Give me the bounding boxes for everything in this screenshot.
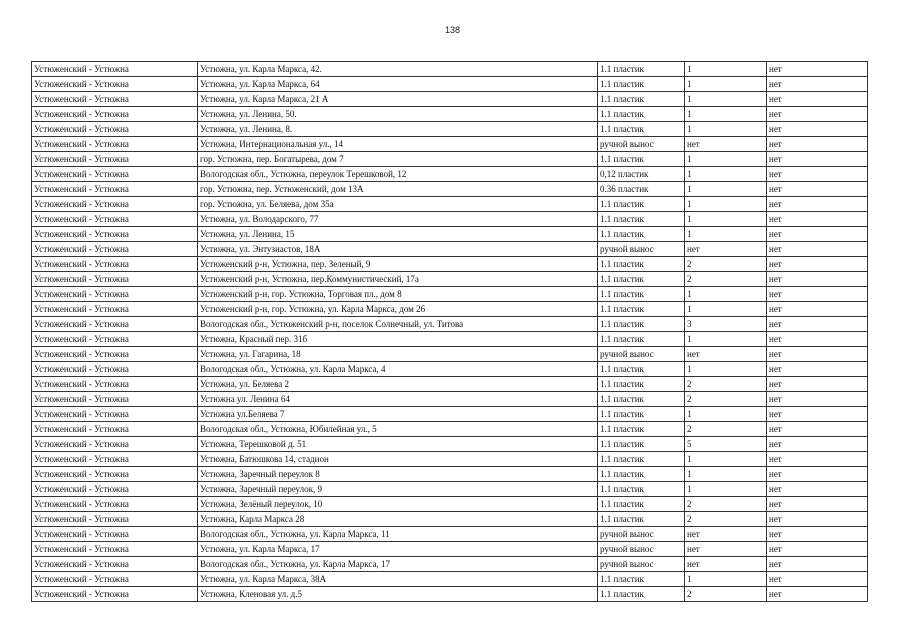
flag-cell: нет (767, 242, 868, 257)
table-row (32, 257, 868, 272)
container-count-cell: 1 (685, 77, 767, 92)
container-count-cell: 2 (685, 257, 767, 272)
page-number: 138 (444, 25, 461, 35)
container-count-cell: 2 (685, 587, 767, 602)
district-cell: Устюженский - Устюжна (32, 302, 198, 317)
container-type-cell: 1.1 пластик (598, 332, 685, 347)
address-cell: Устюжна, ул. Карла Маркса, 38А (198, 572, 598, 587)
table-row (32, 392, 868, 407)
flag-cell: нет (767, 347, 868, 362)
address-cell: Устюжна, Терешковой д. 51 (198, 437, 598, 452)
container-type-cell: 1.1 пластик (598, 437, 685, 452)
flag-cell: нет (767, 317, 868, 332)
address-cell: Устюжна, ул. Карла Маркса, 17 (198, 542, 598, 557)
flag-cell: нет (767, 422, 868, 437)
table-row (32, 182, 868, 197)
container-type-cell: 1.1 пластик (598, 302, 685, 317)
address-cell: Устюжна, Заречный переулок 8 (198, 467, 598, 482)
address-cell: Устюженский р-н, гор. Устюжна, ул. Карла Маркса, дом 26 (198, 302, 598, 317)
table-row (32, 242, 868, 257)
flag-cell: нет (767, 377, 868, 392)
flag-cell: нет (767, 77, 868, 92)
address-cell: Устюжна ул.Беляева 7 (198, 407, 598, 422)
district-cell: Устюженский - Устюжна (32, 212, 198, 227)
container-type-cell: 1.1 пластик (598, 212, 685, 227)
address-cell: Устюжна, ул. Карла Маркса, 64 (198, 77, 598, 92)
container-type-cell: 1.1 пластик (598, 572, 685, 587)
container-count-cell: 1 (685, 212, 767, 227)
container-count-cell: 1 (685, 107, 767, 122)
container-count-cell: 1 (685, 122, 767, 137)
container-count-cell: 1 (685, 92, 767, 107)
container-type-cell: 1.1 пластик (598, 497, 685, 512)
container-count-cell: нет (685, 242, 767, 257)
address-cell: Вологодская обл., Устюжна, ул. Карла Маркса, 17 (198, 557, 598, 572)
container-type-cell: 1.1 пластик (598, 512, 685, 527)
district-cell: Устюженский - Устюжна (32, 137, 198, 152)
district-cell: Устюженский - Устюжна (32, 257, 198, 272)
flag-cell: нет (767, 332, 868, 347)
table-row (32, 212, 868, 227)
container-count-cell: нет (685, 542, 767, 557)
district-cell: Устюженский - Устюжна (32, 542, 198, 557)
flag-cell: нет (767, 287, 868, 302)
flag-cell: нет (767, 497, 868, 512)
table-row (32, 167, 868, 182)
container-count-cell: 1 (685, 197, 767, 212)
container-type-cell: 1.1 пластик (598, 257, 685, 272)
table-row (32, 92, 868, 107)
container-count-cell: 2 (685, 422, 767, 437)
flag-cell: нет (767, 542, 868, 557)
container-count-cell: 1 (685, 332, 767, 347)
table-row (32, 437, 868, 452)
container-count-cell: 1 (685, 152, 767, 167)
container-type-cell: 1.1 пластик (598, 467, 685, 482)
container-type-cell: 1.1 пластик (598, 62, 685, 77)
address-cell: Устюженский р-н, Устюжна, пер. Зеленый, 9 (198, 257, 598, 272)
flag-cell: нет (767, 122, 868, 137)
container-count-cell: нет (685, 527, 767, 542)
container-count-cell: 1 (685, 302, 767, 317)
container-type-cell: 1.1 пластик (598, 377, 685, 392)
container-type-cell: 1.1 пластик (598, 77, 685, 92)
table-row (32, 497, 868, 512)
container-type-cell: ручной вынос (598, 557, 685, 572)
container-count-cell: 5 (685, 437, 767, 452)
address-cell: Вологодская обл., Устюженский р-н, поселок Солнечный, ул. Титова (198, 317, 598, 332)
flag-cell: нет (767, 92, 868, 107)
flag-cell: нет (767, 257, 868, 272)
container-type-cell: ручной вынос (598, 527, 685, 542)
container-type-cell: 1.1 пластик (598, 197, 685, 212)
flag-cell: нет (767, 302, 868, 317)
container-type-cell: ручной вынос (598, 542, 685, 557)
container-type-cell: 0,12 пластик (598, 167, 685, 182)
flag-cell: нет (767, 557, 868, 572)
table-row (32, 482, 868, 497)
district-cell: Устюженский - Устюжна (32, 227, 198, 242)
container-type-cell: 1.1 пластик (598, 422, 685, 437)
flag-cell: нет (767, 197, 868, 212)
table-row (32, 587, 868, 602)
address-cell: Устюжна, ул. Ленина, 15 (198, 227, 598, 242)
container-count-cell: 1 (685, 572, 767, 587)
container-type-cell: 1.1 пластик (598, 92, 685, 107)
flag-cell: нет (767, 272, 868, 287)
container-count-cell: нет (685, 347, 767, 362)
flag-cell: нет (767, 167, 868, 182)
table-row (32, 122, 868, 137)
district-cell: Устюженский - Устюжна (32, 467, 198, 482)
district-cell: Устюженский - Устюжна (32, 587, 198, 602)
table-row (32, 467, 868, 482)
address-cell: Устюжна, Заречный переулок, 9 (198, 482, 598, 497)
flag-cell: нет (767, 467, 868, 482)
container-type-cell: ручной вынос (598, 242, 685, 257)
district-cell: Устюженский - Устюжна (32, 482, 198, 497)
address-cell: Устюжна, ул. Карла Маркса, 42. (198, 62, 598, 77)
table-row (32, 287, 868, 302)
container-count-cell: 1 (685, 407, 767, 422)
district-cell: Устюженский - Устюжна (32, 437, 198, 452)
district-cell: Устюженский - Устюжна (32, 572, 198, 587)
flag-cell: нет (767, 437, 868, 452)
district-cell: Устюженский - Устюжна (32, 347, 198, 362)
district-cell: Устюженский - Устюжна (32, 152, 198, 167)
district-cell: Устюженский - Устюжна (32, 527, 198, 542)
container-type-cell: 1.1 пластик (598, 287, 685, 302)
container-count-cell: 2 (685, 512, 767, 527)
container-count-cell: 1 (685, 482, 767, 497)
container-type-cell: 1.1 пластик (598, 272, 685, 287)
address-cell: Устюжна, ул. Ленина, 50. (198, 107, 598, 122)
flag-cell: нет (767, 212, 868, 227)
table-row (32, 542, 868, 557)
table-row (32, 137, 868, 152)
address-cell: Устюжна, Интернациональная ул., 14 (198, 137, 598, 152)
table-row (32, 452, 868, 467)
address-cell: Устюжна, Кленовая ул. д.5 (198, 587, 598, 602)
container-count-cell: 1 (685, 227, 767, 242)
address-cell: Устюжна, ул. Ленина, 8. (198, 122, 598, 137)
district-cell: Устюженский - Устюжна (32, 272, 198, 287)
district-cell: Устюженский - Устюжна (32, 362, 198, 377)
table-row (32, 347, 868, 362)
container-type-cell: 1.1 пластик (598, 227, 685, 242)
container-type-cell: 1.1 пластик (598, 122, 685, 137)
address-cell: Вологодская обл., Устюжна, переулок Терешковой, 12 (198, 167, 598, 182)
container-type-cell: ручной вынос (598, 137, 685, 152)
district-cell: Устюженский - Устюжна (32, 182, 198, 197)
flag-cell: нет (767, 182, 868, 197)
table-row (32, 407, 868, 422)
address-cell: Устюжна, Зелёный переулок, 10 (198, 497, 598, 512)
district-cell: Устюженский - Устюжна (32, 62, 198, 77)
table-row (32, 422, 868, 437)
container-type-cell: ручной вынос (598, 347, 685, 362)
address-cell: Устюженский р-н, Устюжна, пер.Коммунистический, 17а (198, 272, 598, 287)
container-count-cell: 3 (685, 317, 767, 332)
address-cell: Устюжна, Карла Маркса 28 (198, 512, 598, 527)
district-cell: Устюженский - Устюжна (32, 497, 198, 512)
flag-cell: нет (767, 392, 868, 407)
container-type-cell: 1.1 пластик (598, 362, 685, 377)
flag-cell: нет (767, 362, 868, 377)
container-count-cell: 2 (685, 392, 767, 407)
container-count-cell: 2 (685, 497, 767, 512)
container-count-cell: нет (685, 557, 767, 572)
container-type-cell: 1.1 пластик (598, 482, 685, 497)
address-cell: Устюжна, ул. Беляева 2 (198, 377, 598, 392)
flag-cell: нет (767, 62, 868, 77)
district-cell: Устюженский - Устюжна (32, 392, 198, 407)
table-row (32, 77, 868, 92)
container-type-cell: 1.1 пластик (598, 152, 685, 167)
container-count-cell: 1 (685, 167, 767, 182)
table-row (32, 197, 868, 212)
container-count-cell: 1 (685, 467, 767, 482)
table-row (32, 512, 868, 527)
container-count-cell: 1 (685, 182, 767, 197)
container-count-cell: 1 (685, 452, 767, 467)
table-row (32, 62, 868, 77)
flag-cell: нет (767, 482, 868, 497)
table-row (32, 527, 868, 542)
container-count-cell: 1 (685, 362, 767, 377)
container-count-cell: 1 (685, 287, 767, 302)
district-cell: Устюженский - Устюжна (32, 197, 198, 212)
district-cell: Устюженский - Устюжна (32, 377, 198, 392)
container-type-cell: 1.1 пластик (598, 452, 685, 467)
flag-cell: нет (767, 407, 868, 422)
container-type-cell: 0.36 пластик (598, 182, 685, 197)
table-row (32, 377, 868, 392)
flag-cell: нет (767, 452, 868, 467)
district-cell: Устюженский - Устюжна (32, 512, 198, 527)
address-cell: Устюжна, ул. Энтузиастов, 18А (198, 242, 598, 257)
address-cell: гор. Устюжна, пер. Устюженский, дом 13А (198, 182, 598, 197)
address-cell: Вологодская обл., Устюжна, Юбилейная ул., 5 (198, 422, 598, 437)
container-type-cell: 1.1 пластик (598, 587, 685, 602)
address-cell: Устюжна, ул. Гагарина, 18 (198, 347, 598, 362)
address-cell: Устюжна ул. Ленина 64 (198, 392, 598, 407)
container-type-cell: 1.1 пластик (598, 392, 685, 407)
flag-cell: нет (767, 572, 868, 587)
table-row (32, 362, 868, 377)
table-row (32, 272, 868, 287)
address-cell: гор. Устюжна, пер. Богатырева, дом 7 (198, 152, 598, 167)
container-count-cell: 2 (685, 377, 767, 392)
flag-cell: нет (767, 152, 868, 167)
table-row (32, 227, 868, 242)
district-cell: Устюженский - Устюжна (32, 407, 198, 422)
address-cell: Устюженский р-н, гор. Устюжна, Торговая пл., дом 8 (198, 287, 598, 302)
district-cell: Устюженский - Устюжна (32, 167, 198, 182)
container-type-cell: 1.1 пластик (598, 107, 685, 122)
address-cell: Вологодская обл., Устюжна, ул. Карла Маркса, 4 (198, 362, 598, 377)
address-cell: Устюжна, Батюшкова 14, стадион (198, 452, 598, 467)
address-cell: Устюжна, ул. Володарского, 77 (198, 212, 598, 227)
container-count-cell: 2 (685, 272, 767, 287)
district-cell: Устюженский - Устюжна (32, 452, 198, 467)
flag-cell: нет (767, 227, 868, 242)
flag-cell: нет (767, 512, 868, 527)
flag-cell: нет (767, 587, 868, 602)
district-cell: Устюженский - Устюжна (32, 287, 198, 302)
district-cell: Устюженский - Устюжна (32, 242, 198, 257)
table-body (32, 62, 868, 602)
address-cell: Устюжна, Красный пер. 31б (198, 332, 598, 347)
table-row (32, 332, 868, 347)
flag-cell: нет (767, 107, 868, 122)
flag-cell: нет (767, 137, 868, 152)
district-cell: Устюженский - Устюжна (32, 332, 198, 347)
table-row (32, 572, 868, 587)
table-row (32, 152, 868, 167)
container-type-cell: 1.1 пластик (598, 407, 685, 422)
table-row (32, 557, 868, 572)
flag-cell: нет (767, 527, 868, 542)
table-row (32, 317, 868, 332)
district-cell: Устюженский - Устюжна (32, 317, 198, 332)
data-table (31, 61, 868, 602)
district-cell: Устюженский - Устюжна (32, 422, 198, 437)
district-cell: Устюженский - Устюжна (32, 107, 198, 122)
address-cell: Устюжна, ул. Карла Маркса, 21 А (198, 92, 598, 107)
district-cell: Устюженский - Устюжна (32, 92, 198, 107)
table-row (32, 107, 868, 122)
container-count-cell: 1 (685, 62, 767, 77)
district-cell: Устюженский - Устюжна (32, 122, 198, 137)
container-type-cell: 1.1 пластик (598, 317, 685, 332)
district-cell: Устюженский - Устюжна (32, 77, 198, 92)
address-cell: гор. Устюжна, ул. Беляева, дом 35а (198, 197, 598, 212)
container-count-cell: нет (685, 137, 767, 152)
district-cell: Устюженский - Устюжна (32, 557, 198, 572)
table-row (32, 302, 868, 317)
address-cell: Вологодская обл., Устюжна, ул. Карла Маркса, 11 (198, 527, 598, 542)
